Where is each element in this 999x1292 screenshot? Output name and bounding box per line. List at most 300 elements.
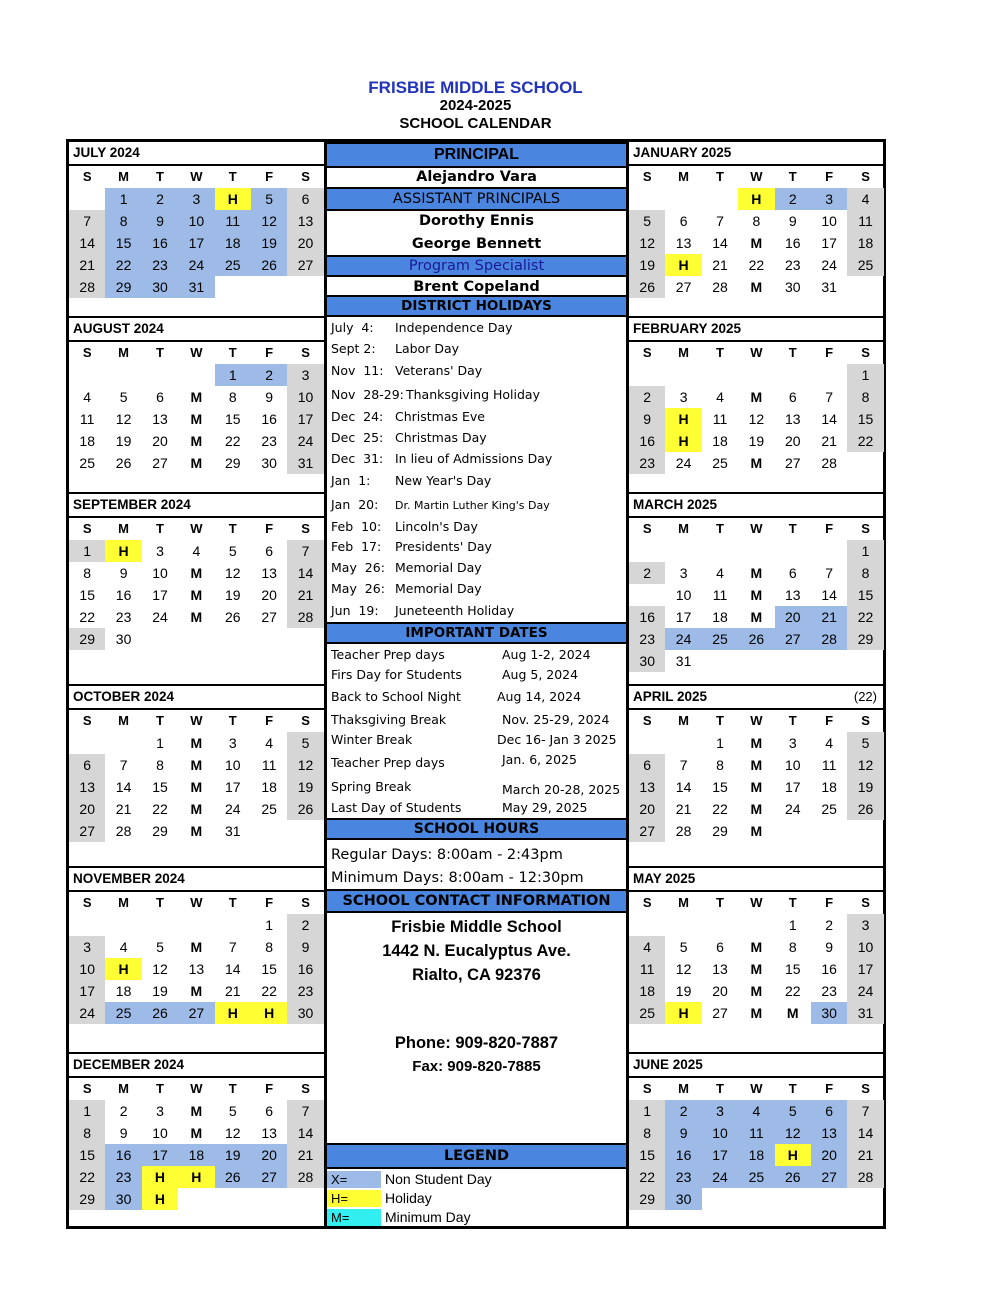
weekend-cell: 10 — [287, 386, 323, 408]
month-name: APRIL 2025 — [633, 689, 708, 704]
day-cell: 20 — [784, 433, 801, 449]
day-of-week-header: S — [301, 895, 310, 910]
important-date-value: March 20-28, 2025 — [502, 782, 621, 797]
day-cell: 8 — [788, 939, 797, 955]
empty-cell — [629, 914, 665, 936]
non-student-day-cell: 11 — [738, 1122, 774, 1144]
day-cell: 6 — [156, 389, 164, 405]
day-cell: 5 — [156, 939, 164, 955]
holiday-row — [331, 473, 491, 488]
month-title — [69, 318, 324, 342]
day-of-week-header: S — [642, 895, 652, 910]
right-month — [629, 1054, 883, 1232]
holiday-cell: H — [215, 1002, 251, 1024]
empty-cell — [665, 732, 701, 754]
day-cell: 30 — [261, 455, 277, 471]
important-date-label: Firs Day for Students — [331, 667, 462, 682]
holiday-date: Feb 10: — [331, 519, 382, 534]
day-cell: 12 — [224, 565, 241, 581]
empty-cell — [738, 914, 774, 936]
empty-cell — [775, 364, 811, 386]
month-title — [69, 1054, 324, 1078]
day-cell: 6 — [788, 565, 797, 581]
day-cell: 30 — [784, 279, 801, 295]
empty-cell — [105, 914, 141, 936]
day-of-week-header: S — [82, 521, 92, 536]
weekend-cell: 14 — [69, 232, 105, 254]
weekend-cell: 1 — [629, 1100, 665, 1122]
legend-label: Minimum Day — [385, 1209, 471, 1225]
day-of-week-header: T — [788, 1081, 797, 1096]
weekend-cell: 21 — [287, 584, 323, 606]
day-cell: 21 — [675, 801, 692, 817]
day-of-week-header: M — [678, 713, 689, 728]
minimum-day-cell: M — [190, 389, 203, 405]
day-cell: 10 — [152, 1125, 168, 1141]
right-month — [629, 142, 883, 318]
empty-cell — [105, 732, 141, 754]
non-student-day-cell: 16 — [665, 1144, 701, 1166]
empty-cell — [69, 914, 105, 936]
non-student-day-cell: 1 — [215, 364, 251, 386]
minimum-day-cell: M — [750, 565, 763, 581]
non-student-day-cell: 27 — [178, 1002, 214, 1024]
day-cell: 27 — [712, 1005, 728, 1021]
minimum-day-cell: M — [190, 565, 203, 581]
important-dates-header: IMPORTANT DATES — [327, 622, 626, 644]
day-of-week-header: W — [750, 1081, 763, 1096]
weekend-cell: 17 — [847, 958, 883, 980]
day-cell: 17 — [152, 587, 168, 603]
empty-cell — [629, 188, 665, 210]
weekend-cell: 28 — [287, 606, 323, 628]
day-cell: 14 — [224, 961, 241, 977]
day-cell: 27 — [675, 279, 692, 295]
weekend-cell: 7 — [69, 210, 105, 232]
weekend-cell: 6 — [69, 754, 105, 776]
day-of-week-header: S — [642, 521, 652, 536]
info-column — [324, 139, 629, 1229]
day-of-week-header: M — [678, 895, 689, 910]
weekend-cell: 19 — [629, 254, 665, 276]
day-of-week-header: F — [265, 1081, 274, 1096]
weekend-cell: 23 — [629, 452, 665, 474]
non-student-day-cell: 10 — [178, 210, 214, 232]
assistant-principal-1: Dorothy Ennis — [418, 213, 535, 229]
day-cell: 27 — [784, 455, 801, 471]
holiday-name: Dr. Martin Luther King's Day — [395, 499, 550, 512]
day-cell: 18 — [821, 779, 837, 795]
day-cell: 29 — [712, 823, 728, 839]
minimum-day-cell: M — [190, 587, 203, 603]
principal-name: Alejandro Vara — [416, 169, 537, 185]
holiday-date: Nov 28-29: — [331, 387, 404, 402]
day-of-week-header: T — [716, 895, 724, 910]
minimum-day-cell: M — [750, 779, 763, 795]
important-date-value: Aug 5, 2024 — [502, 667, 579, 682]
left-month — [69, 1054, 324, 1232]
minimum-day-cell: M — [750, 801, 763, 817]
weekend-cell: 19 — [847, 776, 883, 798]
school-name: FRISBIE MIDDLE SCHOOL — [368, 78, 583, 97]
weekend-cell: 27 — [287, 254, 323, 276]
non-student-day-cell: 26 — [251, 254, 287, 276]
weekend-cell: 27 — [629, 820, 665, 842]
day-cell: 29 — [152, 823, 168, 839]
day-cell: 13 — [188, 961, 205, 977]
day-cell: 13 — [784, 587, 801, 603]
non-student-day-cell: 28 — [811, 628, 847, 650]
day-cell: 6 — [265, 543, 274, 559]
day-cell: 28 — [115, 823, 132, 839]
holiday-row — [331, 430, 487, 445]
minimum-day-cell: M — [190, 757, 203, 773]
assistant-principals-header: ASSISTANT PRINCIPALS — [327, 187, 626, 211]
weekend-cell: 24 — [287, 430, 323, 452]
day-cell: 2 — [119, 1103, 128, 1119]
day-of-week-header: T — [716, 521, 724, 536]
important-date-label: Teacher Prep days — [331, 647, 445, 662]
day-cell: 4 — [265, 735, 274, 751]
empty-cell — [702, 914, 738, 936]
minimum-day-cell: M — [750, 609, 763, 625]
day-cell: 15 — [784, 961, 801, 977]
weekend-cell: 26 — [847, 798, 883, 820]
holiday-cell: H — [178, 1166, 214, 1188]
day-cell: 17 — [784, 779, 801, 795]
weekend-cell: 7 — [287, 1100, 323, 1122]
day-cell: 15 — [224, 411, 241, 427]
non-student-day-cell: 22 — [105, 254, 141, 276]
day-cell: 22 — [261, 983, 277, 999]
day-cell: 23 — [261, 433, 277, 449]
month-grid — [629, 518, 883, 672]
weekend-cell: 13 — [287, 210, 323, 232]
day-cell: 13 — [261, 1125, 277, 1141]
day-cell: 31 — [224, 823, 241, 839]
day-cell: 24 — [821, 257, 837, 273]
day-of-week-header: F — [825, 713, 834, 728]
weekend-cell: 28 — [847, 1166, 883, 1188]
non-student-day-cell: 18 — [178, 1144, 214, 1166]
empty-cell — [105, 364, 141, 386]
weekend-cell: 23 — [287, 980, 323, 1002]
important-date-value: Aug 1-2, 2024 — [502, 647, 591, 662]
right-month — [629, 868, 883, 1054]
contact-address-line2: Rialto, CA 92376 — [412, 966, 541, 984]
weekend-cell: 20 — [629, 798, 665, 820]
non-student-day-cell: 8 — [105, 210, 141, 232]
day-of-week-header: W — [190, 345, 203, 360]
day-cell: 3 — [228, 735, 237, 751]
day-of-week-header: S — [82, 1081, 92, 1096]
day-cell: 22 — [224, 433, 241, 449]
left-month — [69, 494, 324, 686]
day-of-week-header: T — [228, 345, 237, 360]
holiday-row — [331, 409, 485, 424]
non-student-day-cell: 26 — [142, 1002, 178, 1024]
day-of-week-header: T — [716, 1081, 724, 1096]
weekend-cell: 29 — [629, 1188, 665, 1210]
school-days-count: (22) — [853, 689, 877, 704]
weekend-cell: 15 — [69, 1144, 105, 1166]
non-student-day-cell: 19 — [215, 1144, 251, 1166]
principal-header: PRINCIPAL — [327, 142, 626, 168]
minimum-day-cell: M — [750, 1005, 763, 1021]
weekend-cell: 14 — [287, 1122, 323, 1144]
right-month — [629, 318, 883, 494]
weekend-cell: 16 — [629, 606, 665, 628]
day-cell: 16 — [261, 411, 277, 427]
non-student-day-cell: 25 — [215, 254, 251, 276]
day-cell: 3 — [156, 1103, 164, 1119]
holiday-name: Christmas Day — [395, 430, 487, 445]
non-student-day-cell: 25 — [105, 1002, 141, 1024]
month-grid — [69, 518, 324, 650]
minimum-day-cell: M — [190, 1103, 203, 1119]
day-cell: 12 — [675, 961, 692, 977]
weekend-cell: 7 — [287, 540, 323, 562]
weekend-cell: 21 — [847, 1144, 883, 1166]
weekend-cell: 22 — [847, 606, 883, 628]
non-student-day-cell: 5 — [251, 188, 287, 210]
non-student-day-cell: 9 — [665, 1122, 701, 1144]
empty-cell — [178, 364, 214, 386]
day-of-week-header: T — [156, 169, 164, 184]
day-cell: 31 — [675, 653, 692, 669]
day-cell: 12 — [748, 411, 765, 427]
day-of-week-header: S — [861, 1081, 870, 1096]
holiday-name: Labor Day — [395, 341, 460, 356]
weekend-cell: 2 — [629, 386, 665, 408]
weekend-cell: 10 — [69, 958, 105, 980]
minimum-day-cell: M — [750, 939, 763, 955]
weekend-cell: 2 — [287, 914, 323, 936]
weekend-cell: 4 — [629, 936, 665, 958]
weekend-cell: 22 — [847, 430, 883, 452]
day-cell: 1 — [788, 917, 797, 933]
non-student-day-cell: 27 — [251, 1166, 287, 1188]
day-of-week-header: S — [642, 713, 652, 728]
day-cell: 26 — [115, 455, 132, 471]
holiday-row — [331, 320, 513, 335]
empty-cell — [702, 540, 738, 562]
non-student-day-cell: 3 — [178, 188, 214, 210]
day-cell — [629, 584, 665, 606]
month-grid — [69, 166, 324, 298]
minimum-day-cell: M — [190, 1125, 203, 1141]
day-of-week-header: F — [825, 345, 834, 360]
weekend-cell: 5 — [847, 732, 883, 754]
day-of-week-header: S — [82, 895, 92, 910]
weekend-cell: 14 — [847, 1122, 883, 1144]
holiday-date: May 26: — [331, 581, 385, 596]
weekend-cell: 18 — [629, 980, 665, 1002]
day-of-week-header: S — [861, 521, 870, 536]
weekend-cell: 5 — [629, 210, 665, 232]
day-cell: 4 — [83, 389, 92, 405]
left-month — [69, 686, 324, 868]
weekend-cell: 7 — [847, 1100, 883, 1122]
month-grid — [69, 892, 324, 1024]
minimum-day-cell: M — [786, 1005, 799, 1021]
month-name: JUNE 2025 — [633, 1057, 703, 1072]
weekend-cell: 13 — [69, 776, 105, 798]
weekend-cell: 10 — [847, 936, 883, 958]
holiday-date: Dec 24: — [331, 409, 384, 424]
weekend-cell: 26 — [629, 276, 665, 298]
day-cell: 8 — [265, 939, 274, 955]
weekend-cell: 30 — [287, 1002, 323, 1024]
day-cell: 11 — [712, 411, 728, 427]
day-cell: 3 — [788, 735, 797, 751]
day-cell: 19 — [115, 433, 132, 449]
weekend-cell: 17 — [287, 408, 323, 430]
day-of-week-header: W — [190, 713, 203, 728]
district-holidays-header: DISTRICT HOLIDAYS — [327, 295, 626, 317]
non-student-day-cell: 15 — [105, 232, 141, 254]
day-of-week-header: S — [642, 1081, 652, 1096]
day-cell: 10 — [784, 757, 801, 773]
legend-label: Holiday — [385, 1190, 432, 1206]
holiday-date: Dec 31: — [331, 451, 384, 466]
left-month-column — [66, 139, 327, 1229]
day-cell: 5 — [119, 389, 128, 405]
weekend-cell: 15 — [629, 1144, 665, 1166]
minimum-day-cell: M — [750, 961, 763, 977]
weekend-cell: 11 — [629, 958, 665, 980]
day-cell: 28 — [675, 823, 692, 839]
day-of-week-header: T — [156, 345, 164, 360]
day-cell: 1 — [156, 735, 164, 751]
day-cell: 24 — [224, 801, 241, 817]
contact-address-line1: 1442 N. Eucalyptus Ave. — [382, 942, 571, 960]
non-student-day-cell: 18 — [738, 1144, 774, 1166]
day-cell: 11 — [821, 757, 837, 773]
day-cell: 22 — [152, 801, 168, 817]
day-of-week-header: M — [118, 713, 129, 728]
right-month-column — [626, 139, 886, 1229]
day-of-week-header: W — [750, 521, 763, 536]
day-cell: 13 — [261, 565, 277, 581]
non-student-day-cell: 21 — [811, 606, 847, 628]
day-cell: 9 — [825, 939, 834, 955]
month-title — [629, 868, 883, 892]
non-student-day-cell: 31 — [178, 276, 214, 298]
day-cell: 14 — [675, 779, 692, 795]
day-cell: 19 — [748, 433, 765, 449]
month-name: AUGUST 2024 — [73, 321, 164, 336]
empty-cell — [69, 364, 105, 386]
non-student-day-cell: 20 — [811, 1144, 847, 1166]
month-name: MAY 2025 — [633, 871, 696, 886]
weekend-cell: 31 — [847, 1002, 883, 1024]
day-cell: 24 — [675, 455, 692, 471]
day-of-week-header: S — [301, 345, 310, 360]
non-student-day-cell: 5 — [775, 1100, 811, 1122]
important-date-label: Thaksgiving Break — [331, 712, 447, 727]
month-grid — [629, 710, 883, 842]
day-cell: 7 — [716, 213, 724, 229]
day-of-week-header: S — [642, 169, 652, 184]
holiday-name: Juneteenth Holiday — [395, 603, 515, 618]
non-student-day-cell: 20 — [775, 606, 811, 628]
day-of-week-header: T — [788, 345, 797, 360]
left-month — [69, 142, 324, 318]
weekend-cell: 22 — [69, 1166, 105, 1188]
day-cell: 1 — [265, 917, 274, 933]
day-of-week-header: S — [861, 169, 870, 184]
day-of-week-header: M — [118, 1081, 129, 1096]
non-student-day-cell: 24 — [665, 628, 701, 650]
month-title — [629, 318, 883, 342]
weekend-cell: 28 — [69, 276, 105, 298]
non-student-day-cell: 13 — [811, 1122, 847, 1144]
holiday-cell: H — [665, 1002, 701, 1024]
minimum-day-cell: M — [750, 735, 763, 751]
weekend-cell: 3 — [69, 936, 105, 958]
day-cell: 24 — [784, 801, 801, 817]
day-cell: 4 — [192, 543, 201, 559]
day-cell: 30 — [115, 631, 132, 647]
day-cell: 6 — [788, 389, 797, 405]
day-cell: 18 — [712, 433, 728, 449]
non-student-day-cell: 12 — [775, 1122, 811, 1144]
day-cell: 6 — [679, 213, 688, 229]
day-of-week-header: S — [861, 713, 870, 728]
month-name: JANUARY 2025 — [633, 145, 732, 160]
important-date-label: Last Day of Students — [331, 800, 462, 815]
day-cell: 11 — [79, 411, 95, 427]
non-student-day-cell: 2 — [665, 1100, 701, 1122]
day-cell: 18 — [115, 983, 132, 999]
non-student-day-cell: 2 — [775, 188, 811, 210]
day-cell: 6 — [265, 1103, 274, 1119]
day-of-week-header: W — [750, 713, 763, 728]
non-student-day-cell: 30 — [105, 1188, 141, 1210]
minimum-day-cell: M — [750, 983, 763, 999]
day-cell: 8 — [83, 565, 92, 581]
day-of-week-header: W — [190, 1081, 203, 1096]
day-cell: 15 — [152, 779, 168, 795]
day-cell: 3 — [679, 565, 688, 581]
weekend-cell: 1 — [847, 364, 883, 386]
holiday-row — [331, 539, 492, 554]
weekend-cell: 21 — [287, 1144, 323, 1166]
day-cell: 15 — [79, 587, 95, 603]
day-cell: 7 — [825, 565, 834, 581]
day-cell: 3 — [156, 543, 164, 559]
empty-cell — [665, 914, 701, 936]
day-cell: 10 — [152, 565, 168, 581]
month-title — [69, 686, 324, 710]
day-cell: 2 — [825, 917, 834, 933]
important-date-label: Back to School Night — [331, 689, 461, 704]
day-cell: 27 — [261, 609, 277, 625]
holiday-name: Independence Day — [395, 320, 513, 335]
day-cell: 16 — [784, 235, 801, 251]
day-of-week-header: M — [678, 1081, 689, 1096]
legend-header: LEGEND — [327, 1143, 626, 1169]
day-of-week-header: T — [228, 713, 237, 728]
holiday-name: Veterans' Day — [395, 363, 483, 378]
non-student-day-cell: 27 — [775, 628, 811, 650]
empty-cell — [629, 540, 665, 562]
day-cell: 14 — [115, 779, 132, 795]
day-cell: 17 — [821, 235, 837, 251]
month-grid — [69, 342, 324, 474]
month-title — [69, 494, 324, 518]
